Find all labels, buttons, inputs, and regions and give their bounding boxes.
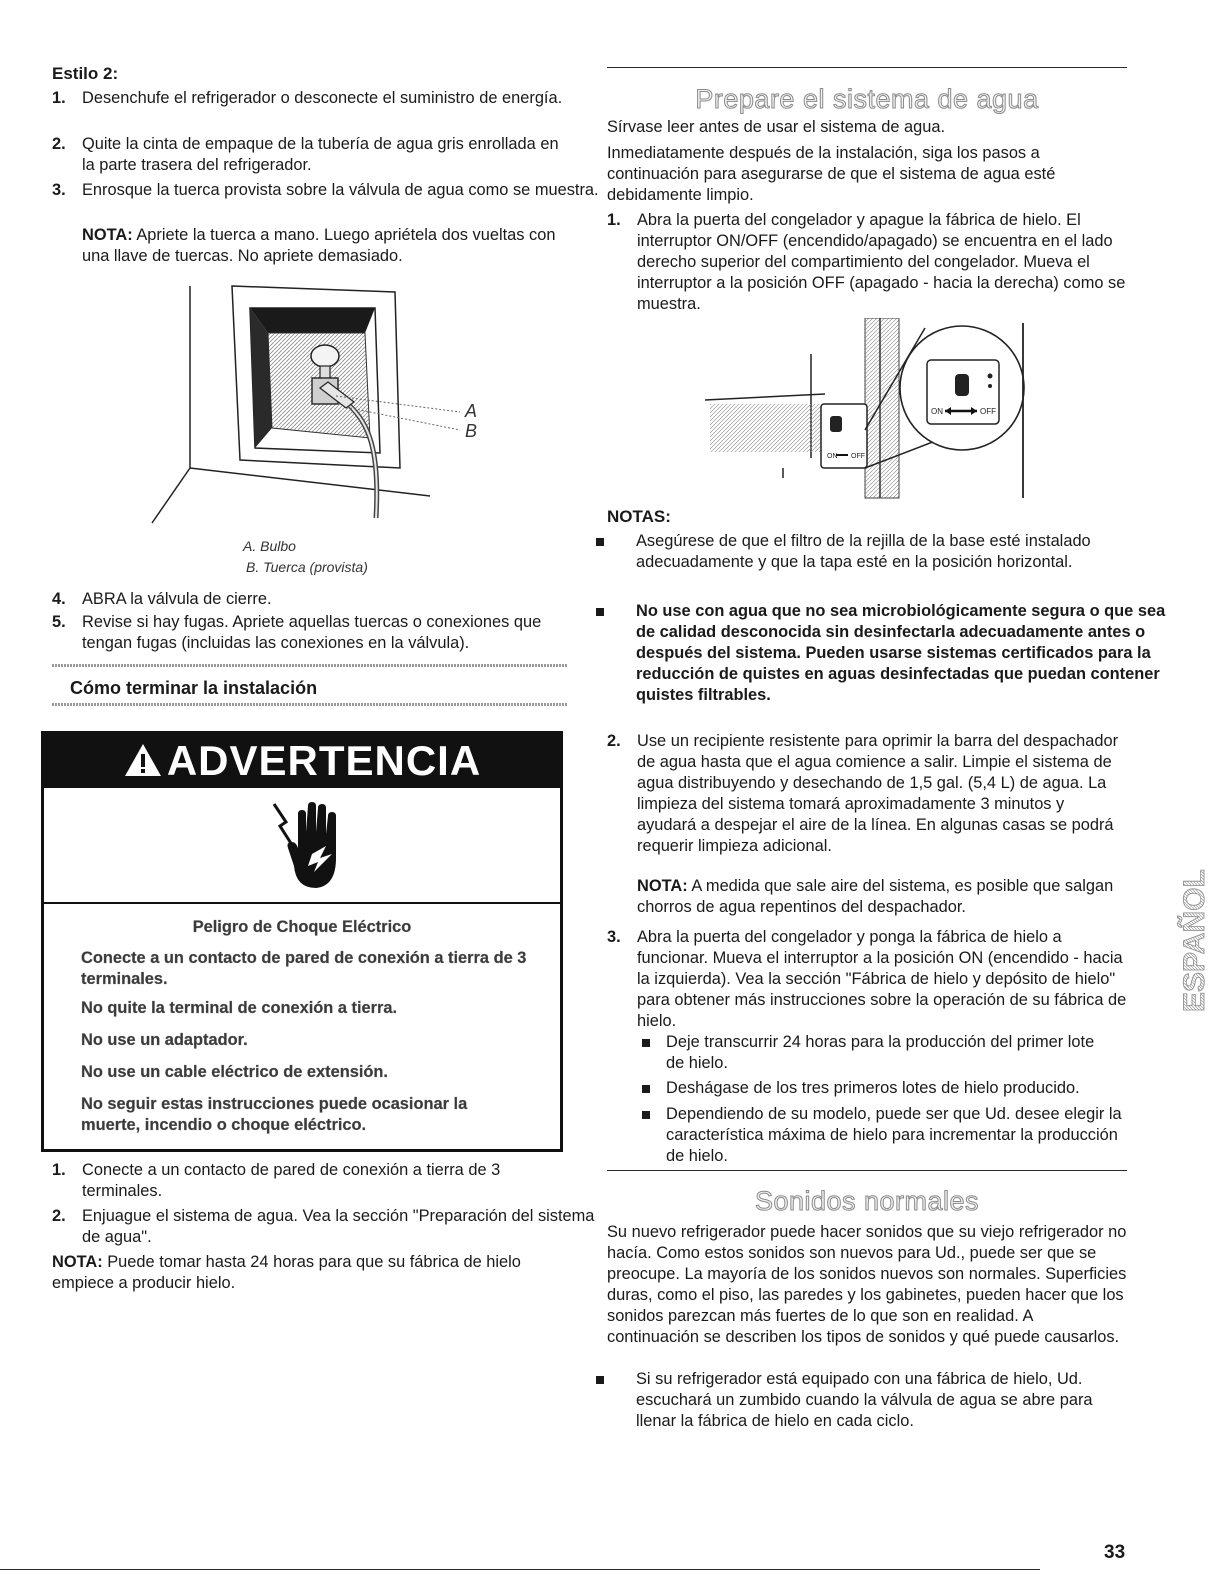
warning-line: No quite la terminal de conexión a tierra.: [81, 999, 398, 1017]
valve-illustration: [150, 278, 480, 548]
list-item: 1. Abra la puerta del congelador y apague la fábrica de hielo. El interruptor ON/OFF (encendido/apagado) se encuentra en el lado derecho superior del compartimiento del congelador. Mueva el interruptor a la posición OFF (apagado - hacia la derecha) como se muestra.: [607, 211, 1126, 313]
intro-paragraph: Inmediatamente después de la instalación, siga los pasos a continuación para asegurarse de que el sistema de agua esté debidamente limpio.: [607, 144, 1056, 204]
list-item: 1. Desenchufe el refrigerador o desconecte el suministro de energía.: [52, 89, 563, 107]
list-item: 3. Enrosque la tuerca provista sobre la válvula de agua como se muestra.: [52, 181, 599, 199]
list-item: No use con agua que no sea microbiológicamente segura o que sea de calidad desconocida sin desinfectarla adecuadamente antes o después del sistema. Pueden usarse sistemas certificados para la reducción de quistes en aguas desinfectadas que puedan contener quistes filtrables.: [596, 601, 1166, 706]
list-item: Si su refrigerador está equipado con una fábrica de hielo, Ud. escuchará un zumbido cuando la válvula de agua se abre para llenar la fábrica de hielo en cada ciclo.: [596, 1369, 1128, 1432]
note-paragraph: NOTA: A medida que sale aire del sistema, es posible que salgan chorros de agua repentinos del despachador.: [637, 877, 1114, 916]
electric-shock-hand-icon: [268, 796, 348, 896]
bullet-icon: [596, 538, 604, 546]
label-a: A: [465, 401, 478, 421]
notes-heading: NOTAS:: [607, 507, 671, 526]
svg-text:OFF: OFF: [980, 407, 996, 416]
list-item: 3. Abra la puerta del congelador y ponga la fábrica de hielo a funcionar. Mueva el interruptor a la posición ON (encendido - hacia la izquierda). Vea la sección "Fábrica de hielo y depósito de hielo" para obtener más instrucciones sobre la operación de su fábrica de hielo.: [607, 928, 1127, 1030]
read-first: Sírvase leer antes de usar el sistema de agua.: [607, 118, 946, 136]
warning-triangle-icon: [123, 742, 163, 778]
note-paragraph: NOTA: Apriete la tuerca a mano. Luego apriétela dos vueltas con una llave de tuercas. No apriete demasiado.: [82, 226, 556, 265]
divider: [52, 664, 568, 667]
sounds-intro: Su nuevo refrigerador puede hacer sonidos que su viejo refrigerador no hacía. Como estos sonidos son nuevos para Ud., puede ser que se preocupe. La mayoría de los sonidos nuevos son normales. Superficies duras, como el piso, las paredes y los gabinetes, pueden hacer que los sonidos parezcan más fuertes de lo que son en realidad. A continuación se describen los tipos de sonidos y qué puede causarlos.: [607, 1223, 1127, 1346]
list-item: Deje transcurrir 24 horas para la producción del primer lote de hielo.: [596, 1032, 1106, 1074]
warning-box: [41, 731, 563, 1152]
water-section-title: Prepare el sistema de agua: [695, 84, 1039, 114]
list-item: 5. Revise si hay fugas. Apriete aquellas tuercas o conexiones que tengan fugas (incluidas las conexiones en la válvula).: [52, 613, 542, 652]
bullet-icon: [596, 608, 604, 616]
finish-heading: Cómo terminar la instalación: [70, 678, 318, 698]
sounds-section-title: Sonidos normales: [754, 1186, 980, 1216]
icemaker-switch-illustration: [705, 318, 1030, 500]
list-item: 4. ABRA la válvula de cierre.: [52, 590, 272, 608]
svg-text:ON: ON: [827, 453, 838, 460]
note-paragraph: NOTA: Puede tomar hasta 24 horas para que su fábrica de hielo empiece a producir hielo.: [52, 1253, 521, 1292]
label-b: B: [465, 421, 478, 441]
bullet-icon: [596, 1376, 604, 1384]
warning-separator: [44, 902, 560, 904]
side-tab-label: ESPAÑOL: [1178, 869, 1211, 1012]
list-item: Dependiendo de su modelo, puede ser que Ud. desee elegir la característica máxima de hielo para incrementar la producción de hielo.: [596, 1104, 1126, 1167]
page-number: 33: [1104, 1542, 1126, 1563]
style2-heading: Estilo 2:: [52, 64, 119, 83]
warning-line: Conecte a un contacto de pared de conexión a tierra de 3 terminales.: [81, 949, 527, 988]
bottom-rule: [0, 1569, 1040, 1570]
divider: [52, 703, 568, 706]
warning-line: No use un adaptador.: [81, 1031, 248, 1049]
list-item: 2. Use un recipiente resistente para oprimir la barra del despachador de agua hasta que el agua comience a salir. Limpie el sistema de agua distribuyendo y desechando de 1,5 gal. (5,4 L) de agua. La limpieza del sistema tomará aproximadamente 3 minutos y ayudará a despejar el aire de la línea. En algunas casas se podrá requerir limpieza adicional.: [607, 732, 1119, 855]
warning-header: ADVERTENCIA: [44, 734, 560, 788]
list-item: 1. Conecte a un contacto de pared de conexión a tierra de 3 terminales.: [52, 1161, 501, 1200]
section-rule: [607, 1170, 1127, 1171]
bullet-icon: [642, 1039, 650, 1047]
hazard-title: Peligro de Choque Eléctrico: [192, 918, 412, 936]
svg-text:OFF: OFF: [851, 453, 865, 460]
bullet-icon: [642, 1085, 650, 1093]
warning-line: No seguir estas instrucciones puede ocasionar la muerte, incendio o choque eléctrico.: [81, 1095, 468, 1134]
list-item: 2. Enjuague el sistema de agua. Vea la sección "Preparación del sistema de agua".: [52, 1207, 595, 1246]
caption-a: A. Bulbo: [243, 538, 296, 554]
warning-line: No use un cable eléctrico de extensión.: [81, 1063, 388, 1081]
language-side-tab: [1176, 810, 1213, 1015]
caption-b: B. Tuerca (provista): [246, 559, 368, 575]
list-item: Deshágase de los tres primeros lotes de hielo producido.: [596, 1078, 1136, 1099]
list-item: Asegúrese de que el filtro de la rejilla de la base esté instalado adecuadamente y que la tapa esté en la posición horizontal.: [596, 531, 1136, 573]
list-item: 2. Quite la cinta de empaque de la tubería de agua gris enrollada en la parte trasera del refrigerador.: [52, 135, 559, 174]
svg-text:ON: ON: [931, 407, 943, 416]
section-rule: [607, 67, 1127, 68]
bullet-icon: [642, 1111, 650, 1119]
